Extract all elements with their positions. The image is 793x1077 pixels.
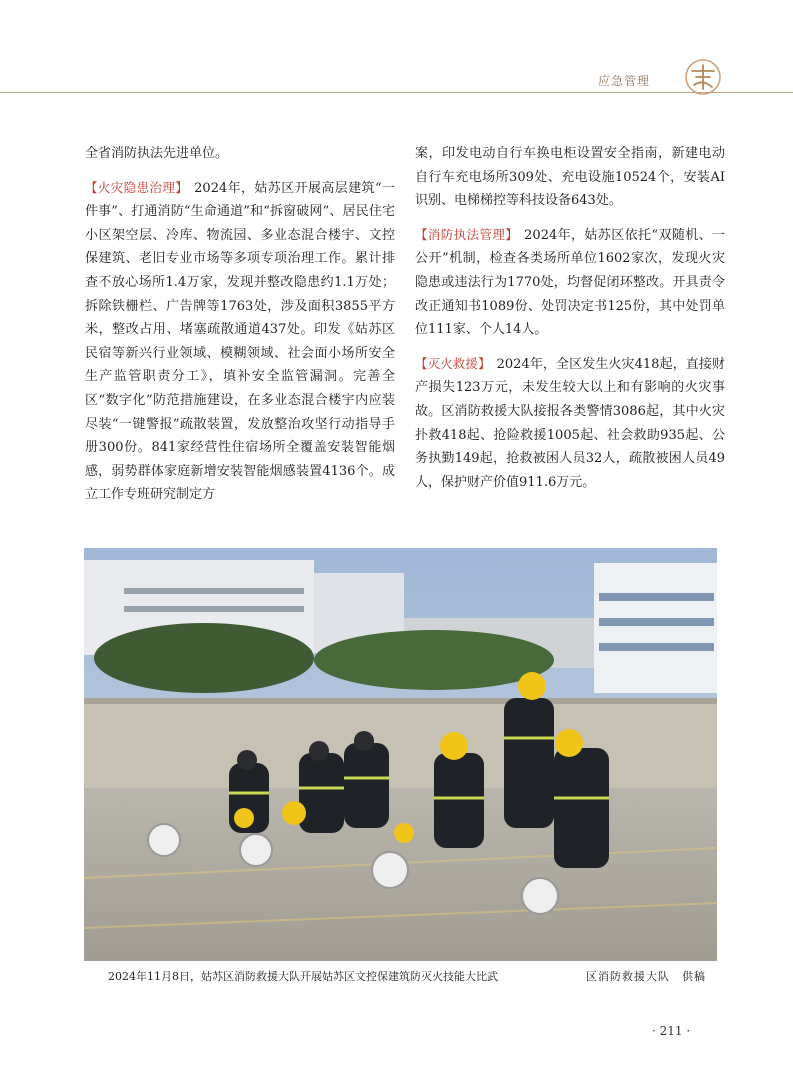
paragraph-text: 2024年，全区发生火灾418起，直接财产损失123万元，未发生较大以上和有影响的火灾事故。区消防救援大队接报各类警情3086起，其中火灾扑救418起、抢险救援1005起、社会救助935起、公务执勤149起，抢救被困人员32人，疏散被困人员49人，保护财产价值911.6万元。 [415, 356, 725, 490]
page-number: · 211 · [652, 1024, 691, 1038]
paragraph-text: 2024年，姑苏区开展高层建筑“一件事”、打通消防“生命通道”和“拆窗破网”、居民住宅小区架空层、冷库、物流园、多业态混合楼宇、文控保建筑、老旧专业市场等多项专项治理工作。累计排查不放心场所1.4万家，发现并整改隐患约1.1万处；拆除铁栅栏、广告牌等1763处，涉及面积3855平方米，整改占用、堵塞疏散通道437处。印发《姑苏区民宿等新兴行业领域、模糊领域、社会面小场所安全生产监管职责分工》，填补安全监管漏洞。完善全区“数字化”防范措施建设，在多业态混合楼宇内应装尽装“一键警报”疏散装置，发放整治攻坚行动指导手册300份。841家经营性住宿场所全覆盖安装智能烟感，弱势群体家庭新增安装智能烟感装置4136个。成立工作专班研究制定方 [85, 180, 395, 503]
paragraph [415, 142, 725, 213]
paragraph-text: 全省消防执法先进单位。 [85, 146, 229, 161]
paragraph-text: 案，印发电动自行车换电柜设置安全指南，新建电动自行车充电场所309处、充电设施10524个，安装AI识别、电梯梯控等科技设备643处。 [415, 146, 725, 209]
paragraph-tag: 【消防执法管理】 [415, 226, 519, 242]
left-column [85, 142, 395, 507]
header-rule [0, 92, 793, 93]
paragraph [415, 352, 725, 495]
paragraph-tag: 【灭火救援】 [415, 355, 491, 371]
right-column [415, 142, 725, 494]
paragraph [85, 176, 395, 507]
paragraph [85, 142, 395, 166]
paragraph-text: 2024年，姑苏区依托“双随机、一公开”机制，检查各类场所单位1602家次，发现火灾隐患或违法行为1770处，均督促闭环整改。开具责令改正通知书1089份、处罚决定书125份，其中处罚单位111家、个人14人。 [415, 227, 725, 338]
section-logo-icon [683, 57, 723, 97]
photo-credit: 区消防救援大队 供稿 [586, 970, 706, 983]
firefighter-photo [84, 548, 717, 961]
photo-caption: 2024年11月8日，姑苏区消防救援大队开展姑苏区文控保建筑防灭火技能大比武 [108, 970, 498, 983]
paragraph-tag: 【火灾隐患治理】 [85, 179, 189, 195]
section-label: 应急管理 [598, 74, 651, 88]
paragraph [415, 223, 725, 342]
